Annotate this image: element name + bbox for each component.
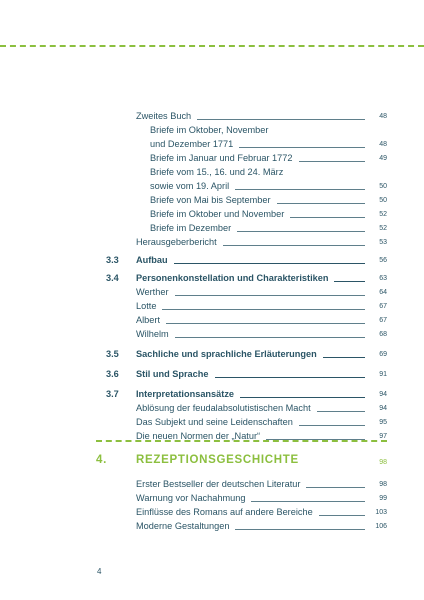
leader-line: [223, 245, 365, 246]
toc-entry[interactable]: [106, 312, 387, 326]
toc-entry-page: 103: [375, 509, 387, 516]
toc-entry-page: 67: [379, 317, 387, 324]
toc-entry-page: 50: [379, 183, 387, 190]
page-number: 4: [97, 567, 102, 576]
chapter-title: REZEPTIONSGESCHICHTE: [136, 454, 299, 466]
leader-line: [317, 411, 365, 412]
toc-section-label: Stil und Sprache: [136, 369, 209, 379]
toc-entry-page: 68: [379, 331, 387, 338]
leader-line: [239, 147, 365, 148]
top-dashed-rule: [0, 45, 424, 47]
toc-section[interactable]: [106, 366, 387, 380]
leader-line: [197, 119, 365, 120]
toc-entry[interactable]: [106, 504, 387, 518]
leader-line: [306, 487, 365, 488]
toc-section[interactable]: [106, 386, 387, 400]
toc-entry[interactable]: [106, 178, 387, 192]
toc-entry-label: Ablösung der feudalabsolutistischen Macht: [136, 403, 311, 413]
toc-entry[interactable]: [106, 490, 387, 504]
toc-section-label: Personenkonstellation und Charakteristiken: [136, 273, 329, 283]
toc-entry[interactable]: [106, 234, 387, 248]
toc-entry-label: Briefe im Oktober und November: [150, 209, 285, 219]
leader-line: [277, 203, 365, 204]
toc-section-label: Sachliche und sprachliche Erläuterungen: [136, 349, 317, 359]
toc-entry-page: 52: [379, 211, 387, 218]
toc-entry[interactable]: [106, 326, 387, 340]
toc-entry[interactable]: [106, 206, 387, 220]
leader-line: [334, 281, 365, 282]
toc-entry-page: 94: [379, 405, 387, 412]
toc-entry-page: 53: [379, 239, 387, 246]
toc-entry[interactable]: [106, 476, 387, 490]
toc-section-label: Interpretationsansätze: [136, 389, 235, 399]
toc-section-page: 63: [379, 275, 387, 282]
leader-line: [237, 231, 365, 232]
leader-line: [290, 217, 365, 218]
toc-entry-label: Einflüsse des Romans auf andere Bereiche: [136, 507, 313, 517]
chapter-number: 4.: [96, 454, 107, 466]
toc-entry-label: Briefe im Dezember: [150, 223, 232, 233]
toc-entry[interactable]: [106, 220, 387, 234]
toc-section-page: 56: [379, 257, 387, 264]
leader-line: [174, 263, 365, 264]
toc-entry-page: 64: [379, 289, 387, 296]
toc-entry-label: Das Subjekt und seine Leidenschaften: [136, 417, 293, 427]
leader-line: [175, 295, 365, 296]
toc-entry-page: 48: [379, 113, 387, 120]
toc-entry-label: Briefe im Januar und Februar 1772: [150, 153, 293, 163]
chapter-contents: [106, 476, 387, 532]
toc-entry-page: 50: [379, 197, 387, 204]
chapter-dashed-rule: [96, 440, 387, 442]
toc-entry-page: 52: [379, 225, 387, 232]
leader-line: [299, 425, 365, 426]
toc-entry-page: 98: [379, 481, 387, 488]
toc-entry-label: Zweites Buch: [136, 111, 192, 121]
toc-entry-label: Herausgeberbericht: [136, 237, 217, 247]
toc-entry-page: 97: [379, 433, 387, 440]
toc-entry-label: Moderne Gestaltungen: [136, 521, 230, 531]
toc-entry[interactable]: [106, 150, 387, 164]
toc-section[interactable]: [106, 252, 387, 266]
toc-entry[interactable]: [106, 164, 387, 178]
toc-entry-page: 106: [375, 523, 387, 530]
chapter-heading[interactable]: [96, 452, 387, 466]
toc-entry[interactable]: [106, 108, 387, 122]
toc-entry-label: Briefe von Mai bis September: [150, 195, 271, 205]
toc-entry[interactable]: [106, 136, 387, 150]
toc-entry-label: Warnung vor Nachahmung: [136, 493, 246, 503]
toc-section[interactable]: [106, 270, 387, 284]
toc-entry[interactable]: [106, 192, 387, 206]
toc-section-number: 3.5: [106, 349, 119, 359]
toc-entry[interactable]: [106, 400, 387, 414]
leader-line: [235, 529, 365, 530]
leader-line: [166, 323, 365, 324]
leader-line: [323, 357, 365, 358]
leader-line: [235, 189, 365, 190]
toc-entry[interactable]: [106, 414, 387, 428]
toc-entry-page: 49: [379, 155, 387, 162]
toc-entry-label: sowie vom 19. April: [150, 181, 230, 191]
leader-line: [215, 377, 366, 378]
toc-entry-label: Albert: [136, 315, 161, 325]
toc-entry-page: 67: [379, 303, 387, 310]
toc-entry-label: Die neuen Normen der „Natur“: [136, 431, 261, 441]
toc-entry[interactable]: [106, 122, 387, 136]
toc-entry-label: Briefe im Oktober, November: [150, 125, 269, 135]
leader-line: [175, 337, 365, 338]
toc-section-label: Aufbau: [136, 255, 168, 265]
toc-entry-label: Briefe vom 15., 16. und 24. März: [150, 167, 284, 177]
toc-section-page: 91: [379, 371, 387, 378]
leader-line: [240, 397, 365, 398]
toc-section-number: 3.3: [106, 255, 119, 265]
toc-entry-label: Erster Bestseller der deutschen Literatur: [136, 479, 301, 489]
toc-entry[interactable]: [106, 284, 387, 298]
table-of-contents: [106, 108, 387, 442]
toc-section-page: 69: [379, 351, 387, 358]
toc-entry-page: 99: [379, 495, 387, 502]
toc-section-number: 3.7: [106, 389, 119, 399]
toc-entry-label: und Dezember 1771: [150, 139, 234, 149]
toc-entry-page: 48: [379, 141, 387, 148]
leader-line: [251, 501, 365, 502]
leader-line: [299, 161, 366, 162]
toc-entry-label: Wilhelm: [136, 329, 169, 339]
toc-section-number: 3.6: [106, 369, 119, 379]
chapter-page: 98: [379, 459, 387, 466]
leader-line: [162, 309, 365, 310]
toc-section-number: 3.4: [106, 273, 119, 283]
toc-entry[interactable]: [106, 298, 387, 312]
toc-section-page: 94: [379, 391, 387, 398]
toc-section[interactable]: [106, 346, 387, 360]
toc-entry-label: Werther: [136, 287, 169, 297]
toc-entry-page: 95: [379, 419, 387, 426]
toc-entry[interactable]: [106, 518, 387, 532]
toc-entry-label: Lotte: [136, 301, 157, 311]
leader-line: [319, 515, 365, 516]
